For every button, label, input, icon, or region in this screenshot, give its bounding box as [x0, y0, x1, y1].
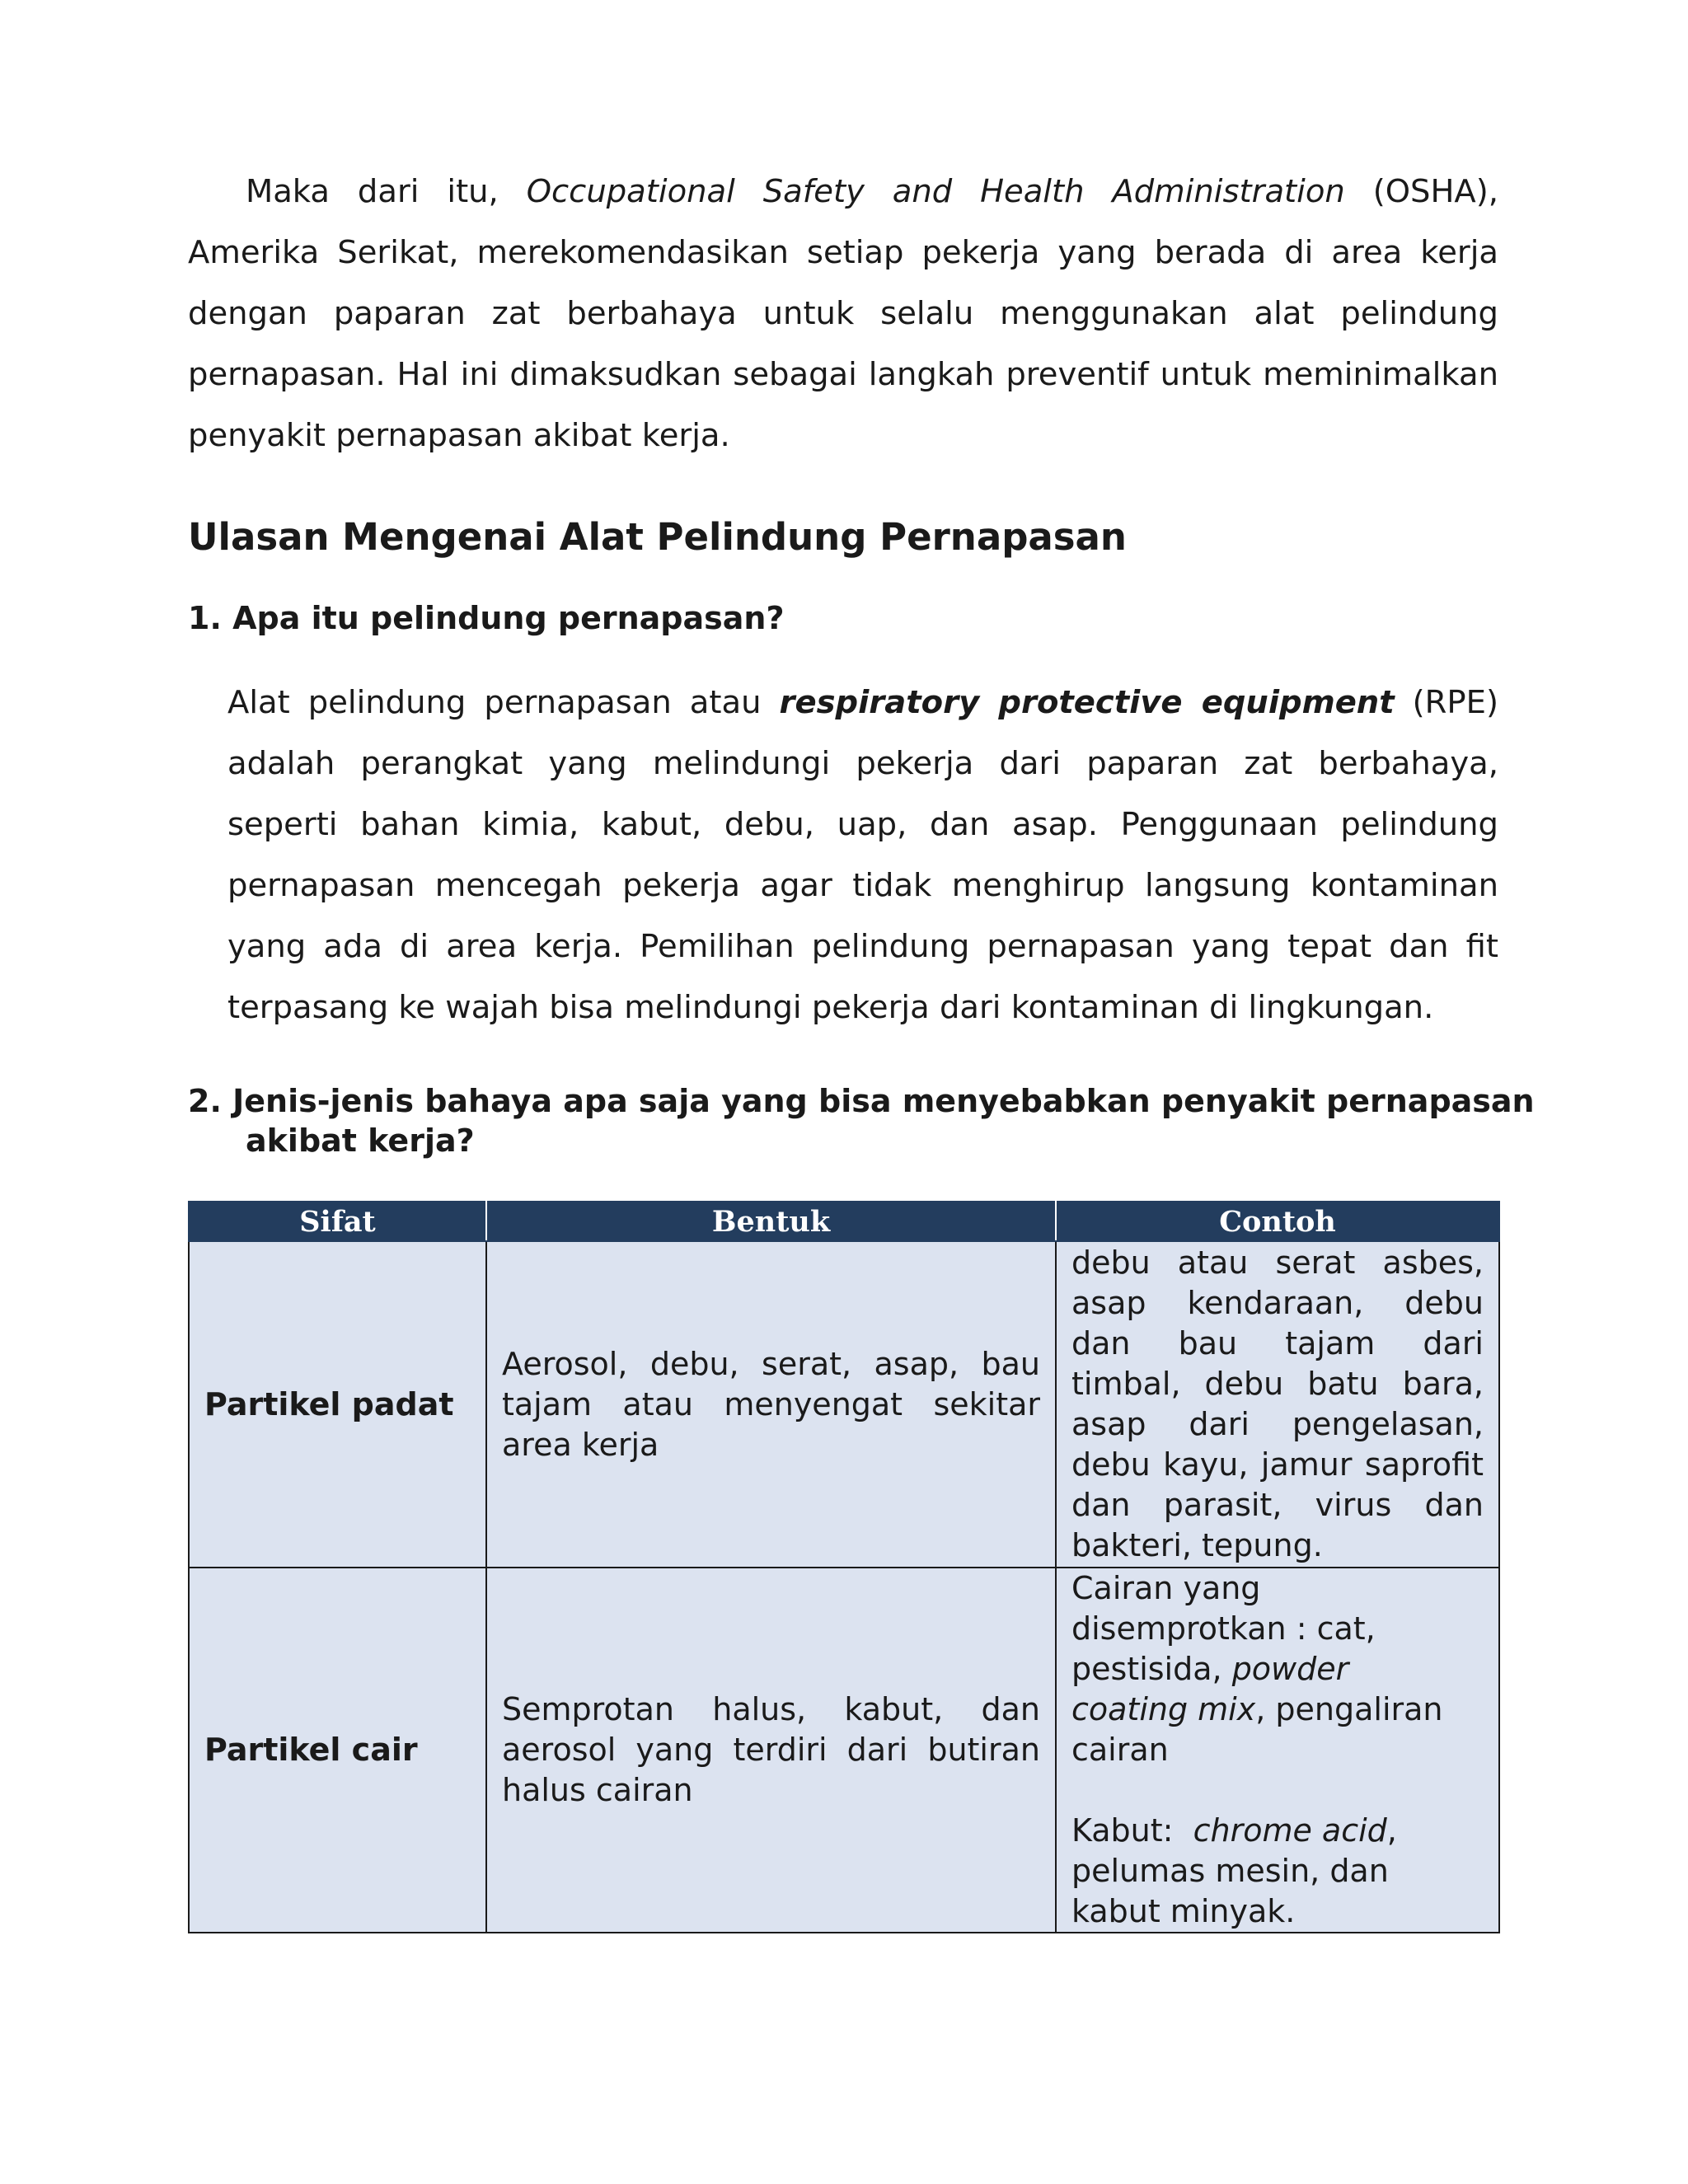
intro-line-4: pernapasan. Hal ini dimaksudkan sebagai langkah preventif untuk meminimalkan [188, 356, 1498, 393]
intro-line-2: Amerika Serikat, merekomendasikan setiap pekerja yang berada di area kerja [188, 234, 1498, 271]
cell-contoh: Cairan yang disemprotkan : cat, pestisida, powder coating mix, pengaliran cairan Kabut: chrome acid, pelumas mesin, dan kabut minyak. [1056, 1568, 1499, 1933]
question-1-heading: 1. Apa itu pelindung pernapasan? [188, 600, 785, 636]
cell-contoh: debu atau serat asbes, asap kendaraan, debu dan bau tajam dari timbal, debu batu bara, asap dari pengelasan, debu kayu, jamur saprofit dan parasit, virus dan bakteri, tepung. [1056, 1241, 1499, 1568]
header-sifat: Sifat [189, 1202, 486, 1241]
intro-line-5: penyakit pernapasan akibat kerja. [188, 417, 730, 454]
intro-line-1: Maka dari itu, Occupational Safety and Health Administration (OSHA), [246, 173, 1498, 210]
answer-1-line-3: seperti bahan kimia, kabut, debu, uap, dan asap. Penggunaan pelindung [227, 806, 1498, 843]
cell-bentuk: Semprotan halus, kabut, dan aerosol yang terdiri dari butiran halus cairan [486, 1568, 1056, 1933]
header-contoh: Contoh [1056, 1202, 1499, 1241]
answer-1-line-6: terpasang ke wajah bisa melindungi pekerja dari kontaminan di lingkungan. [227, 989, 1434, 1026]
answer-1-line-2: adalah perangkat yang melindungi pekerja dari paparan zat berbahaya, [227, 745, 1498, 782]
intro-paragraph [188, 162, 1498, 466]
cell-sifat: Partikel cair [189, 1568, 486, 1933]
question-2-heading: 2. Jenis-jenis bahaya apa saja yang bisa menyebabkan penyakit pernapasan akibat kerja? [188, 1083, 1535, 1159]
cell-sifat: Partikel padat [189, 1241, 486, 1568]
section-heading: Ulasan Mengenai Alat Pelindung Pernapasan [188, 515, 1127, 559]
answer-1-line-4: pernapasan mencegah pekerja agar tidak menghirup langsung kontaminan [227, 867, 1498, 904]
cell-bentuk: Aerosol, debu, serat, asap, bau tajam atau menyengat sekitar area kerja [486, 1241, 1056, 1568]
answer-1-line-5: yang ada di area kerja. Pemilihan pelindung pernapasan yang tepat dan fit [227, 928, 1498, 965]
table-header-row [189, 1202, 1499, 1241]
intro-line-3: dengan paparan zat berbahaya untuk selalu menggunakan alat pelindung [188, 295, 1498, 332]
header-bentuk: Bentuk [486, 1202, 1056, 1241]
table-row [189, 1241, 1499, 1568]
answer-1-line-1: Alat pelindung pernapasan atau respiratory protective equipment (RPE) [227, 684, 1498, 721]
question-1-answer [227, 673, 1498, 1038]
hazard-table [188, 1201, 1500, 1933]
table-row [189, 1568, 1499, 1933]
